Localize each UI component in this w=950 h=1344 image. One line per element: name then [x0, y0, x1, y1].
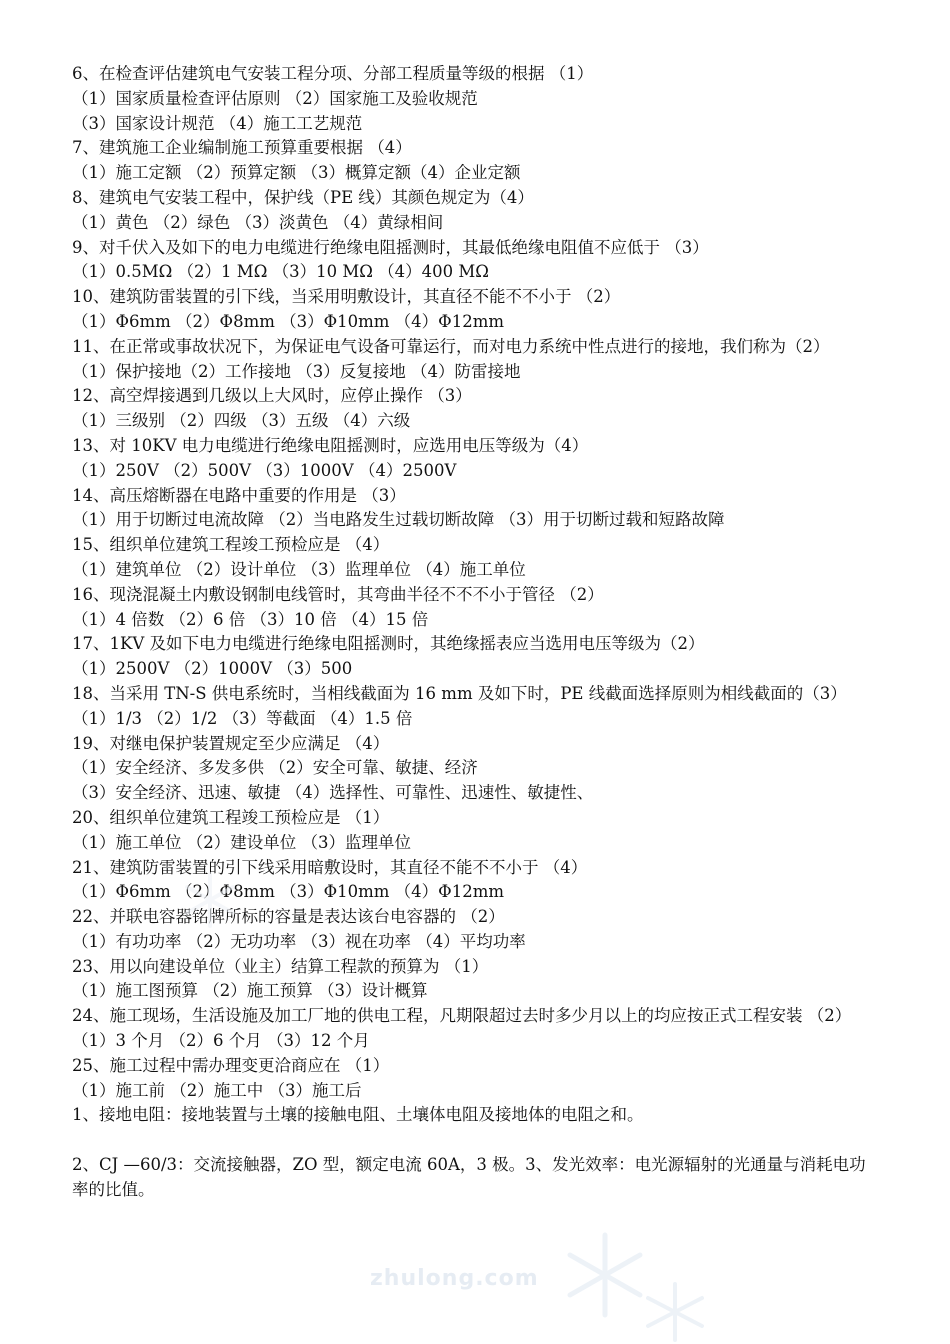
question-text: 2、CJ —60/3：交流接触器，ZO 型，额定电流 60A，3 极。3、发光效率：电光源辐射的光通量与消耗电功率的比值。	[72, 1155, 866, 1199]
answer-options: （1）施工图预算 （2）施工预算 （3）设计概算	[72, 981, 428, 1001]
document-body	[72, 62, 882, 1203]
question-text: 20、组织单位建筑工程竣工预检应是 （1）	[72, 807, 390, 827]
answer-options: （1）建筑单位 （2）设计单位 （3）监理单位 （4）施工单位	[72, 559, 526, 579]
answer-options: （1）三级别 （2）四级 （3）五级 （4）六级	[72, 411, 411, 431]
question-text: 14、高压熔断器在电路中重要的作用是 （3）	[72, 485, 406, 505]
snowflake-watermark-icon	[560, 1230, 650, 1320]
answer-options: （1）Φ6mm （2）Φ8mm （3）Φ10mm （4）Φ12mm	[72, 882, 504, 902]
answer-options: （1）0.5MΩ （2）1 MΩ （3）10 MΩ （4）400 MΩ	[72, 262, 489, 282]
answer-options: （1）施工定额 （2）预算定额 （3）概算定额（4）企业定额	[72, 163, 521, 183]
blank-line	[72, 1128, 882, 1153]
question-text: 7、建筑施工企业编制施工预算重要根据 （4）	[72, 138, 412, 158]
answer-options: （1）施工前 （2）施工中 （3）施工后	[72, 1080, 362, 1100]
question-text: 15、组织单位建筑工程竣工预检应是 （4）	[72, 535, 390, 555]
question-text: 24、施工现场，生活设施及加工厂地的供电工程，凡期限超过去时多少月以上的均应按正式工程安装 （2）	[72, 1006, 852, 1026]
answer-options: （1）1/3 （2）1/2 （3）等截面 （4）1.5 倍	[72, 708, 413, 728]
answer-options: （1）250V （2）500V （3）1000V （4）2500V	[72, 460, 457, 480]
answer-options: （1）用于切断过电流故障 （2）当电路发生过载切断故障 （3）用于切断过载和短路故障	[72, 510, 725, 530]
answer-options: （3）国家设计规范 （4）施工工艺规范	[72, 113, 363, 133]
answer-options: （1）保护接地（2）工作接地 （3）反复接地 （4）防雷接地	[72, 361, 521, 381]
answer-options: （1）黄色 （2）绿色 （3）淡黄色 （4）黄绿相间	[72, 212, 444, 232]
question-text: 16、现浇混凝土内敷设钢制电线管时，其弯曲半径不不不小于管径 （2）	[72, 584, 604, 604]
question-text: 6、在检查评估建筑电气安装工程分项、分部工程质量等级的根据 （1）	[72, 64, 594, 83]
answer-options: （1）4 倍数 （2）6 倍 （3）10 倍 （4）15 倍	[72, 609, 429, 629]
answer-options: （1）国家质量检查评估原则 （2）国家施工及验收规范	[72, 88, 478, 108]
question-text: 25、施工过程中需办理变更洽商应在 （1）	[72, 1055, 390, 1075]
question-text: 22、并联电容器铭牌所标的容量是表达该台电容器的 （2）	[72, 907, 505, 927]
question-text: 10、建筑防雷装置的引下线，当采用明敷设计，其直径不能不不小于 （2）	[72, 287, 621, 307]
watermark-text: zhulong.com	[370, 1266, 539, 1291]
answer-options: （1）Φ6mm （2）Φ8mm （3）Φ10mm （4）Φ12mm	[72, 311, 504, 331]
question-text: 8、建筑电气安装工程中，保护线（PE 线）其颜色规定为（4）	[72, 187, 534, 207]
answer-options: （1）安全经济、多发多供 （2）安全可靠、敏捷、经济	[72, 758, 478, 778]
answer-options: （1）有功功率 （2）无功功率 （3）视在功率 （4）平均功率	[72, 931, 526, 951]
answer-options: （3）安全经济、迅速、敏捷 （4）选择性、可靠性、迅速性、敏捷性、	[72, 783, 594, 803]
snowflake-watermark-icon-2	[640, 1280, 710, 1344]
question-text: 17、1KV 及如下电力电缆进行绝缘电阻摇测时，其绝缘摇表应当选用电压等级为（2）	[72, 634, 705, 654]
answer-options: （1）施工单位 （2）建设单位 （3）监理单位	[72, 832, 411, 852]
question-text: 9、对千伏入及如下的电力电缆进行绝缘电阻摇测时，其最低绝缘电阻值不应低于 （3）	[72, 237, 709, 257]
question-text: 23、用以向建设单位（业主）结算工程款的预算为 （1）	[72, 956, 489, 976]
answer-options: （1）3 个月 （2）6 个月 （3）12 个月	[72, 1031, 370, 1051]
question-text: 12、高空焊接遇到几级以上大风时，应停止操作 （3）	[72, 386, 472, 406]
snowflake-watermark-icon-3	[180, 870, 240, 930]
answer-options: （1）2500V （2）1000V （3）500	[72, 659, 353, 679]
question-text: 11、在正常或事故状况下，为保证电气设备可靠运行，而对电力系统中性点进行的接地，我们称为（2）	[72, 336, 830, 356]
question-text: 1、接地电阻：接地装置与土壤的接触电阻、土壤体电阻及接地体的电阻之和。	[72, 1105, 644, 1125]
question-text: 18、当采用 TN-S 供电系统时，当相线截面为 16 mm 及如下时，PE 线截面选择原则为相线截面的（3）	[72, 683, 847, 703]
question-text: 21、建筑防雷装置的引下线采用暗敷设时，其直径不能不不小于 （4）	[72, 857, 588, 877]
question-text: 13、对 10KV 电力电缆进行绝缘电阻摇测时，应选用电压等级为（4）	[72, 435, 589, 455]
question-text: 19、对继电保护装置规定至少应满足 （4）	[72, 733, 390, 753]
